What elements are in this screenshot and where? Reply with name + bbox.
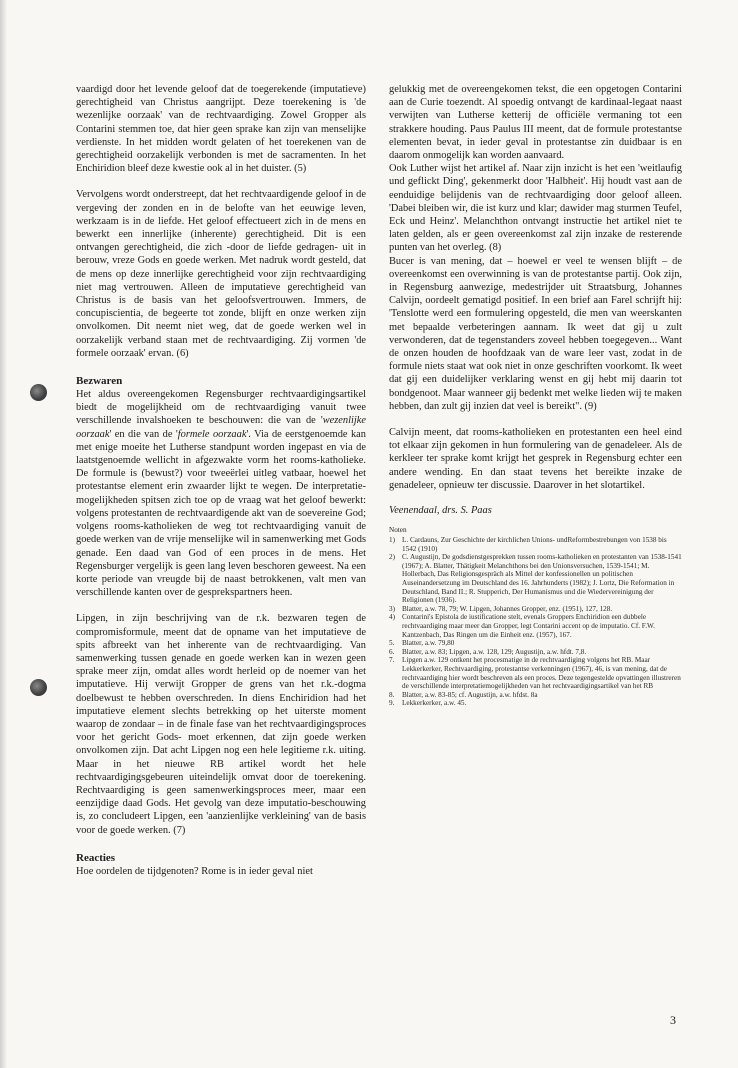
heading-bezwaren: Bezwaren — [76, 375, 123, 388]
footnotes-list — [389, 536, 682, 708]
footnote-text: Lipgen a.w. 129 ontkent het procesmatige in de rechtvaardiging volgens het RB. Maar Lekkerkerker, Rechtvaardiging, protestantse verkenningen (1967), 46, is van mening, dat de rechtvaardiging hier wordt beschreven als een proces. Deze tegengestelde opvattingen illustreren de verschillende interpretatiemogelijkheden van het rechtvaardigingsartikel van het RB — [402, 656, 681, 691]
footnote — [389, 699, 682, 708]
binder-hole-lower — [30, 679, 47, 696]
binder-hole-upper — [30, 384, 47, 401]
footnote-number: 8. — [389, 690, 395, 699]
footnote — [389, 639, 682, 648]
page-number: 3 — [670, 1013, 676, 1027]
footnote-text: Blatter, a.w. 79,80 — [402, 639, 455, 648]
footnote-text: Blatter, a.w. 78, 79; W. Lipgen, Johannes Gropper, enz. (1951), 127, 128. — [402, 604, 613, 613]
right-column — [389, 83, 682, 708]
footnote-number: 5. — [389, 639, 395, 648]
heading-reacties: Reacties — [76, 851, 116, 864]
footnote — [389, 613, 682, 639]
footnotes-title: Noten — [389, 526, 407, 535]
footnote — [389, 656, 682, 690]
footnote — [389, 536, 682, 553]
paragraph-right-1: gelukkig met de overeengekomen tekst, die een opgetogen Contarini aan de Curie toezendt. Al spoedig ontvangt de kardinaal-legaat naast verwijten van Lutherse ketterij de officiële vermaning tot een strakkere houding. Paus Paulus III meent, dat de formule protestantse elementen bevat, in ieder geval in protestantse zin duidbaar is en daarom onmogelijk kan worden aanvaard. — [389, 84, 682, 162]
paragraph-right-2: Ook Luther wijst het artikel af. Naar zijn inzicht is het een 'weitlaufig und geflickt Ding', gekenmerkt door 'Halbheit'. Hij houdt vast aan de eenduidige belijdenis van de rechtvaardiging door geloof alleen. 'Dabei bleiben wir, die ist kurz und klar; dawider mag sturmen Teufel, Eck und Heinz'. Melanchthon ontvangt instructie het artikel niet te laten gelden, als er geen overeenkomst zal zijn inzake de resterende punten van het overleg. (8) — [389, 163, 682, 254]
paragraph-right-4: Calvijn meent, dat rooms-katholieken en protestanten een heel eind tot elkaar zijn gekomen in hun formulering van de genadeleer. Als de kerkleer ter sprake komt krijgt het gesprek in Regensburg echter een andere wending. En dan staat tevens het bereikte inzake de genadeleer, opnieuw ter discussie. Daarover in het slotartikel. — [389, 427, 682, 491]
footnote — [389, 553, 682, 605]
paragraph-2: Vervolgens wordt onderstreept, dat het rechtvaardigende geloof in de vergeving der zonden en in de belofte van het eeuwige leven, werkzaam is in de liefde. Het geloof effectueert zich in de mens en bewerkt een innerlijke (inherente) gerechtigheid. Dit is een ontvangen gerechtigheid, die zich -door de liefde gedragen- uit in berouw, vreze Gods en goede werken. Met nadruk wordt gesteld, dat de mens op deze innerlijke gerechtigheid voor zijn rechtvaardiging niet mag vertrouwen. Alleen de imputatieve gerechtigheid van Christus is de basis van het geloofsvertrouwen. Immers, de concupiscientia, de begeerte tot zonde, blijft en onze werken zijn onvolkomen. Dit neemt niet weg, dat de goede werken wel in oorzakelijk verband staan met de rechtvaardiging. Zij vormen 'de formele oorzaak' ervan. (6) — [76, 189, 366, 359]
footnote-text: Contarini's Epistola de iustificatione stelt, evenals Groppers Enchiridion een dubbele rechtvaardiging maar meer dan Gropper, legt Contarini accent op de imputatio. Cf. F.W. Kantzenbach, Das Ringen um die Einheit enz. (1957), 167. — [402, 613, 655, 639]
footnote — [389, 691, 682, 700]
footnote-number: 2) — [389, 553, 395, 562]
footnote-text: C. Augustijn, De godsdienstgesprekken tussen rooms-katholieken en protestanten van 1538-1541 (1967); A. Blatter, Thätigkeit Melanchthons bei den Unionsversuchen, 1539-1541; M. Hollerbach, Das Religionsgespräch als Mittel der konfessionellen un politischen Auseinandersetzung im Deutschland des 16. Jahrhunderts (1982); J. Lortz, Die Reformation in Deutschland, Band II.; R. Stupperich, Der Humanismus und die Wiedervereinigung der Religionen (1936). — [402, 553, 682, 605]
author-signature: Veenendaal, drs. S. Paas — [389, 505, 492, 517]
footnote-text: L. Cardauns, Zur Geschichte der kirchlichen Unions- undReformbestrebungen von 1538 bis 1542 (1910) — [402, 536, 667, 553]
footnote-text: Blatter, a.w. 83; Lipgen, a.w. 128, 129; Augustijn, a.w. hfdt. 7,8. — [402, 647, 587, 656]
footnote — [389, 648, 682, 657]
footnote — [389, 605, 682, 614]
footnote-number: 3) — [389, 604, 395, 613]
paragraph-right-3: Bucer is van mening, dat – hoewel er veel te wensen blijft – de overeenkomst een overwinning is van de protestantse partij. Ook zijn, in Regensburg aanwezige, medestrijder uit Straatsburg, Johannes Calvijn, oordeelt gematigd positief. In een brief aan Farel schrijft hij: 'Tenslotte werd een formulering opgesteld, die men van weerskanten met bepaalde verbeteringen aannam. Ik weet dat gij u zult verwonderen, dat de tegenstanders zoveel hebben toegegeven... Want de onzen houden de hoofdzaak van de ware leer vast, zodat in de formule niets staat wat ook niet in onze geschriften voorkomt. Ik weet dat gij een duidelijker verklaring wenst en gij hebt mij daarin tot bondgenoot. Maar wanneer gij bedenkt met welke lieden wij te maken hebben, dan zult gij inzien dat veel is bereikt". (9) — [389, 255, 682, 412]
paragraph-3: Het aldus overeengekomen Regensburger rechtvaardigingsartikel biedt de mogelijkheid om de rechtvaardiging vanuit twee verschillende invalshoeken te beschouwen: die van de 'wezenlijke oorzaak' en die van de 'formele oorzaak'. Via de eerstgenoemde kan met enige moeite het Lutherse standpunt worden ingepast en via de laatstgenoemde wellicht in afgezwakte vorm het rooms-katholieke. De formule is (bewust?) voor tweeërlei uitleg vatbaar, hoewel het protestantse element erin zwaarder lijkt te wegen. De interpretatie-mogelijkheden spitsen zich toe op de vraag wat het geloof bewerkt: volgens protestanten de rechtvaardigende akt van de soevereine God; volgens rooms-katholieken de weg tot rechtvaardiging vanuit de goede werken van de vrije menselijke wil in samenwerking met Gods genade. Een daad van God of een proces in de mens. Het Regensburger vergelijk is geen lang leven beschoren geweest. Na een korte periode van vreugde bij de naast betrokkenen, valt men van verschillende kanten over de gesprekspartners heen. — [76, 389, 366, 599]
footnote-text: Blatter, a.w. 83-85; cf. Augustijn, a.w. hfdst. 8a — [402, 690, 538, 699]
left-column — [76, 83, 366, 878]
footnote-number: 6. — [389, 647, 395, 656]
paragraph-1: vaardigd door het levende geloof dat de toegerekende (imputatieve) gerechtigheid van Christus aangrijpt. Deze toerekening is 'de wezenlijke oorzaak' van de rechtvaardiging. Zowel Gropper als Contarini stemmen toe, dat hier geen sprake kan zijn van menselijke verdienste. In het midden wordt gelaten of het toerekenen van de gerechtigheid oorzakelijk verbonden is met de sacramenten. In het Enchiridion bleef deze kwestie ook al in het duister. (5) — [76, 84, 366, 175]
footnote-number: 1) — [389, 536, 395, 545]
paragraph-4: Lipgen, in zijn beschrijving van de r.k. bezwaren tegen de compromisformule, meent dat de opname van het imputatieve de spits afbreekt van het inherente van de rechtvaardiging. Van samenwerking tussen genade en goede werken kan in wezen geen sprake meer zijn, omdat alles wordt herleid op de noemer van het imputatieve. Hij verwijt Gropper de grens van het r.k.-dogma doelbewust te hebben overschreden. In diens Enchiridion had het imputatieve element slechts betrekking op het uiterste moment waarop de zondaar – in de finale fase van het rechtvaardigingsproces voor het gericht Gods- moet erkennen, dat zijn goede werken onvolkomen zijn. Dat acht Lipgen nog een hele legitieme r.k. uiting. Maar in het nieuwe RB artikel wordt het hele rechtvaardigingsgebeuren uiteindelijk omvat door de toerekening. Rechtvaardiging is geen samenwerkingsproces meer, maar een eenzijdige daad Gods. Het gevolg van deze imputatio-beschouwing is, zo concludeert Lipgen, een 'aanzienlijke verkleining' van de basis voor de goede werken. (7) — [76, 613, 366, 836]
footnotes — [389, 526, 682, 708]
footnote-number: 7. — [389, 656, 395, 665]
footnote-number: 4) — [389, 613, 395, 622]
paragraph-5: Hoe oordelen de tijdgenoten? Rome is in ieder geval niet — [76, 865, 313, 877]
footnote-text: Lekkerkerker, a.w. 45. — [402, 699, 467, 708]
footnote-number: 9. — [389, 699, 395, 708]
